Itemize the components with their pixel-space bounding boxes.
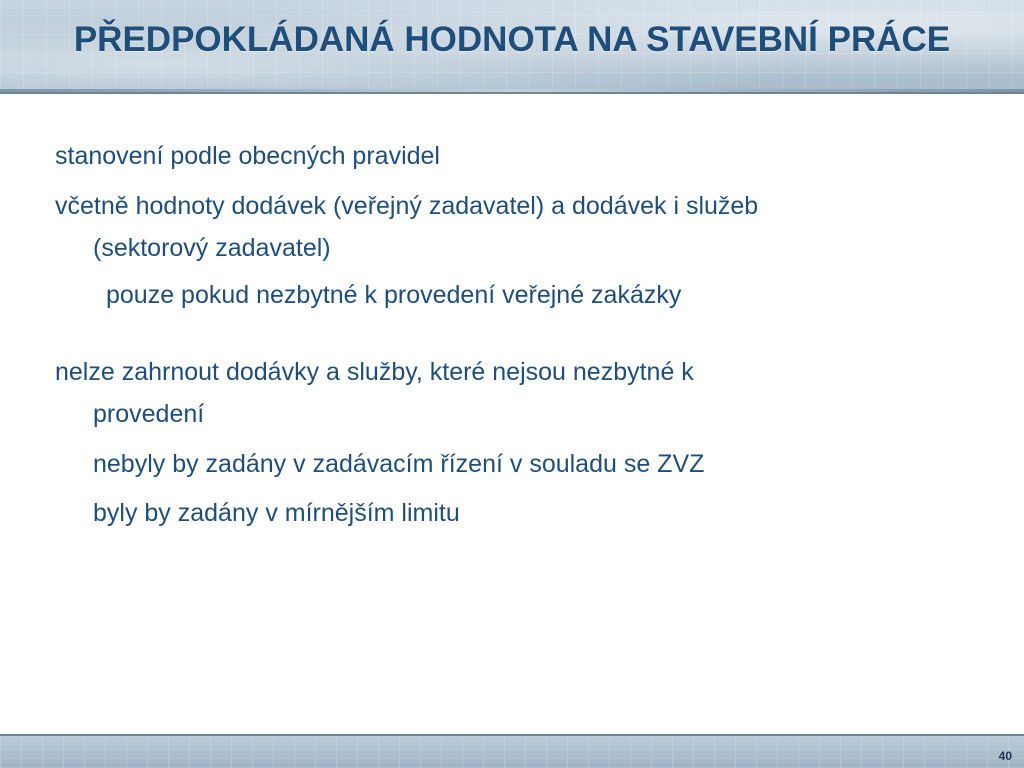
bullet-text-continuation: provedení bbox=[93, 400, 205, 428]
page-number: 40 bbox=[998, 749, 1012, 763]
sub-bullet-text: nebyly by zadány v zadávacím řízení v souladu se ZVZ bbox=[93, 450, 705, 478]
bullet-text: nelze zahrnout dodávky a služby, které nejsou nezbytné k bbox=[55, 358, 694, 386]
slide-body bbox=[0, 92, 1024, 732]
footer-band bbox=[0, 734, 1024, 768]
header-band bbox=[0, 0, 1024, 94]
slide-title: PŘEDPOKLÁDANÁ HODNOTA NA STAVEBNÍ PRÁCE bbox=[73, 20, 951, 59]
sub-bullet-text: pouze pokud nezbytné k provedení veřejné zakázky bbox=[106, 281, 682, 309]
bullet-text: včetně hodnoty dodávek (veřejný zadavatel) a dodávek i služeb bbox=[55, 192, 759, 220]
bullet-text: stanovení podle obecných pravidel bbox=[55, 142, 440, 170]
sub-bullet-text: byly by zadány v mírnějším limitu bbox=[93, 499, 460, 527]
bullet-text-continuation: (sektorový zadavatel) bbox=[93, 234, 331, 262]
